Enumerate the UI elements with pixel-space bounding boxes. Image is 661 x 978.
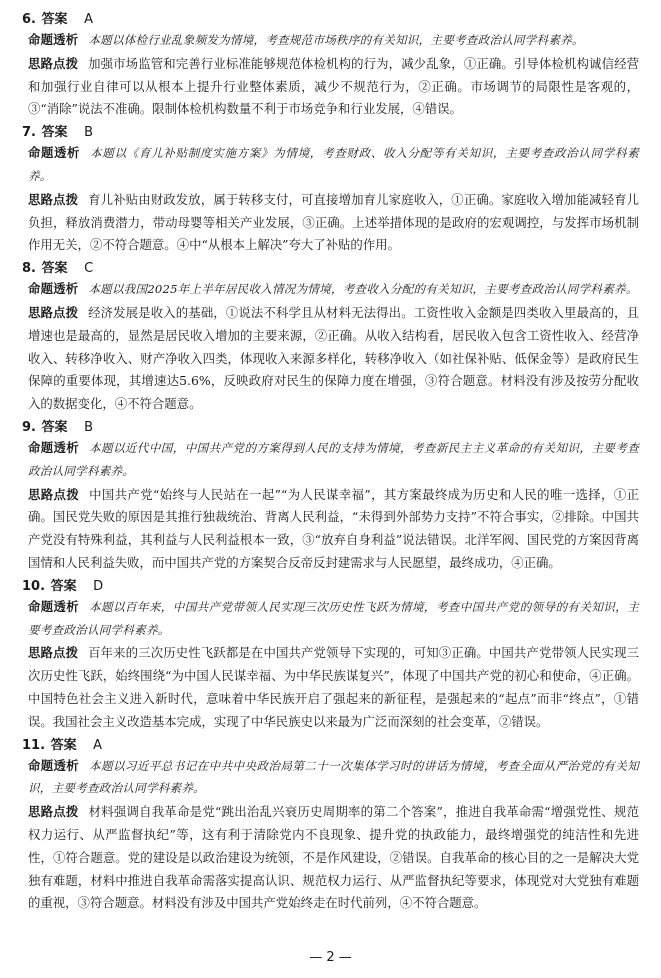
hint-section — [28, 801, 639, 915]
analysis-label: 命题透析 — [28, 439, 80, 455]
hint-section — [28, 484, 639, 575]
answer-header — [22, 259, 639, 278]
answer-header — [22, 123, 639, 142]
question-7 — [22, 123, 639, 257]
analysis-text: 本题以《育儿补贴制度实施方案》为情境，考查财政、收入分配等有关知识，主要考查政治认同学科素养。 — [28, 146, 639, 183]
question-number: 11. — [22, 737, 46, 753]
analysis-label: 命题透析 — [28, 32, 79, 47]
hint-section — [28, 642, 639, 733]
question-number: 8. — [22, 261, 36, 277]
answer-label: 答案 — [50, 578, 77, 594]
hint-section — [28, 189, 639, 257]
analysis-section — [28, 142, 639, 188]
page-number: — 2 — — [309, 950, 352, 965]
hint-text: 材料强调自我革命是党“跳出治乱兴衰历史周期率的第二个答案”，推进自我革命需“增强党性、规范权力运行、从严监督执纪”等，这有利于清除党内不良现象、提升党的执政能力，最终增强党的纯洁性和先进性，①符合题意。党的建设是以政治建设为统领，不是作风建设，②错误。自我革命的核心目的之一是解决大党独有难题，材料中推进自我革命需落实提高认识、规范权力运行、从严监督执纪等要求，体现党对大党独有难题的重视，③符合题意。材料没有涉及中国共产党始终走在时代前列，④不符合题意。 — [28, 804, 640, 911]
answer-header — [22, 418, 639, 437]
question-number: 6. — [22, 12, 36, 27]
analysis-text: 本题以体检行业乱象频发为情境，考查规范市场秩序的有关知识，主要考查政治认同学科素养。 — [88, 33, 584, 47]
hint-section — [28, 302, 639, 416]
hint-section — [28, 53, 639, 121]
question-number: 7. — [22, 125, 36, 141]
answer-label: 答案 — [50, 737, 77, 753]
analysis-text: 本题以百年来，中国共产党带领人民实现三次历史性飞跃为情境，考查中国共产党的领导的有关知识，主要考查政治认同学科素养。 — [28, 599, 639, 637]
hint-label: 思路点拨 — [28, 55, 79, 71]
answer-header — [22, 736, 639, 755]
hint-label: 思路点拨 — [28, 645, 79, 661]
answer-letter: C — [84, 261, 94, 277]
answer-label: 答案 — [41, 125, 68, 141]
analysis-section — [28, 278, 639, 301]
answer-letter: D — [93, 578, 104, 594]
question-8 — [22, 259, 639, 416]
analysis-section — [28, 755, 639, 801]
answer-letter: B — [84, 125, 93, 141]
analysis-text: 本题以我国2025年上半年居民收入情况为情境，考查收入分配的有关知识，主要考查政治认同学科素养。 — [88, 282, 638, 297]
question-10 — [22, 577, 639, 734]
analysis-label: 命题透析 — [28, 598, 80, 614]
answer-header — [22, 10, 639, 29]
question-number: 9. — [22, 419, 36, 435]
analysis-label: 命题透析 — [28, 757, 80, 773]
analysis-label: 命题透析 — [28, 145, 81, 161]
answer-label: 答案 — [41, 261, 68, 277]
answer-letter: B — [84, 419, 93, 435]
question-11 — [22, 736, 639, 916]
hint-label: 思路点拨 — [28, 486, 80, 502]
answer-letter: A — [93, 737, 103, 753]
hint-text: 加强市场监管和完善行业标准能够规范体检机构的行为，减少乱象，①正确。引导体检机构诚信经营和加强行业自律可以从根本上提升行业整体素质，减少不规范行为，②正确。市场调节的局限性是客观的，③“消除”说法不准确。限制体检机构数量不利于市场竞争和行业发展，④错误。 — [28, 55, 640, 117]
hint-text: 中国共产党“始终与人民站在一起”“为人民谋幸福”，其方案最终成为历史和人民的唯一选择，①正确。国民党失败的原因是其推行独裁统治、背离人民利益，“未得到外部势力支持”不符合事实，②排除。中国共产党没有特殊利益，其利益与人民利益根本一致，③“放弃自身利益”说法错误。北洋军阀、国民党的方案因背离国情和人民利益失败，而中国共产党的方案契合反帝反封建需求与人民愿望，最终成功，④正确。 — [28, 486, 640, 570]
analysis-section — [28, 437, 639, 483]
analysis-text: 本题以近代中国，中国共产党的方案得到人民的支持为情境，考查新民主主义革命的有关知识，主要考查政治认同学科素养。 — [28, 440, 639, 478]
hint-text: 育儿补贴由财政发放，属于转移支付，可直接增加育儿家庭收入，①正确。家庭收入增加能减轻育儿负担，释放消费潜力，带动母婴等相关产业发展，③正确。上述举措体现的是政府的宏观调控，与发挥市场机制作用无关，②不符合题意。④中“从根本上解决”夸大了补贴的作用。 — [28, 191, 640, 253]
hint-label: 思路点拨 — [28, 804, 79, 820]
hint-label: 思路点拨 — [28, 191, 79, 207]
analysis-section — [28, 29, 639, 52]
hint-label: 思路点拨 — [28, 304, 79, 320]
hint-text: 百年来的三次历史性飞跃都是在中国共产党领导下实现的，可知③正确。中国共产党带领人民实现三次历史性飞跃，始终围绕“为中国人民谋幸福、为中华民族谋复兴”，体现了中国共产党的初心和使命，④正确。中国特色社会主义进入新时代，意味着中华民族开启了强起来的新征程，是强起来的“起点”而非“终点”，①错误。我国社会主义改造基本完成，实现了中华民族史以来最为广泛而深刻的社会变革，②错误。 — [28, 645, 640, 729]
answer-label: 答案 — [41, 419, 68, 435]
answer-label: 答案 — [41, 12, 68, 27]
analysis-label: 命题透析 — [28, 281, 79, 297]
question-number: 10. — [22, 578, 46, 594]
analysis-section — [28, 596, 639, 642]
question-6 — [22, 10, 639, 121]
analysis-text: 本题以习近平总书记在中共中央政治局第二十一次集体学习时的讲话为情境，考查全面从严治党的有关知识，主要考查政治认同学科素养。 — [28, 758, 639, 796]
answer-letter: A — [84, 12, 93, 27]
answer-header — [22, 577, 639, 596]
hint-text: 经济发展是收入的基础，①说法不科学且从材料无法得出。工资性收入金额是四类收入里最高的，且增速也是最高的，显然是居民收入增加的主要来源，②正确。从收入结构看，居民收入包含工资性收入、经营净收入、转移净收入、财产净收入四类，体现收入来源多样化，转移净收入（如社保补贴、低保金等）是政府民生保障的重要体现，其增速达5.6%，反映政府对民生的保障力度在增强，③符合题意。材料没有涉及按劳分配收入的数据变化，④不符合题意。 — [28, 304, 640, 412]
question-9 — [22, 418, 639, 575]
